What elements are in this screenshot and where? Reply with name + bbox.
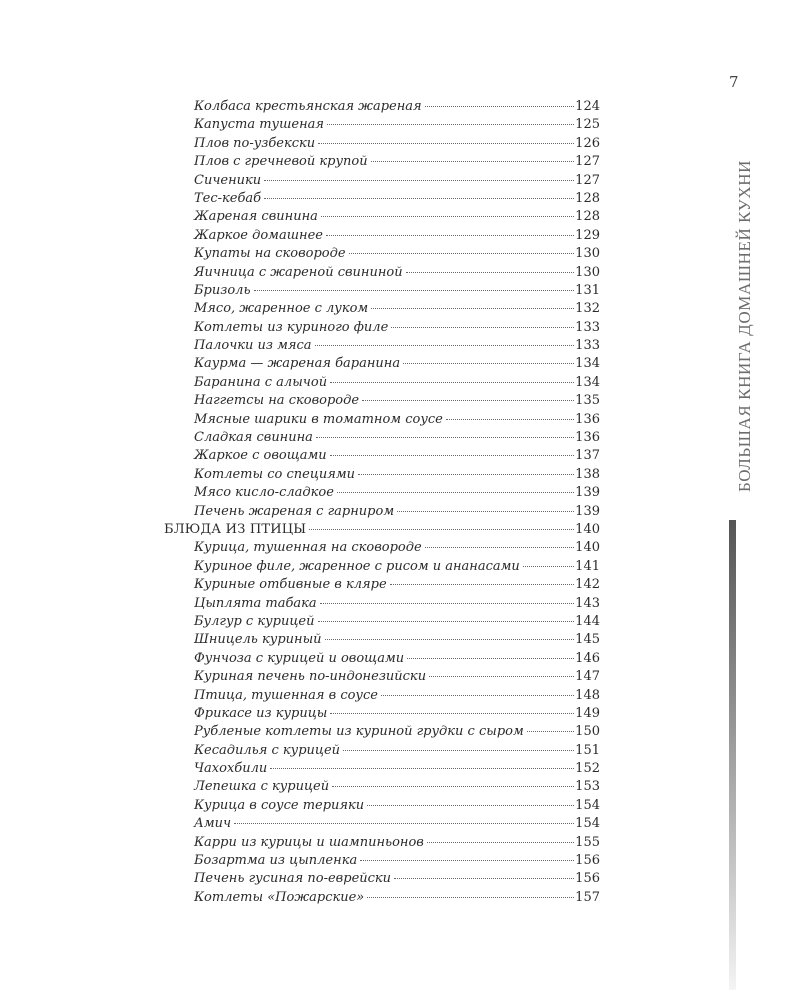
toc-entry-title: Котлеты из куриного филе bbox=[194, 319, 389, 335]
dot-leader bbox=[367, 883, 574, 898]
toc-entry-title: Баранина с алычой bbox=[194, 374, 328, 390]
toc-page-number: 139 bbox=[575, 503, 600, 519]
toc-page-number: 153 bbox=[575, 779, 600, 795]
toc-page-number: 128 bbox=[575, 190, 600, 206]
toc-entry-title: Булгур с курицей bbox=[194, 613, 315, 629]
toc-row bbox=[0, 702, 600, 720]
toc-section-title: БЛЮДА ИЗ ПТИЦЫ bbox=[164, 521, 307, 537]
toc-page-number: 130 bbox=[575, 264, 600, 280]
dot-leader bbox=[360, 846, 574, 861]
table-of-contents bbox=[0, 95, 800, 904]
toc-entry-title: Шницель куриный bbox=[194, 632, 322, 648]
toc-page-number: 129 bbox=[575, 227, 600, 243]
toc-entry-title: Рубленые котлеты из куриной грудки с сыром bbox=[194, 724, 524, 740]
toc-page-number: 157 bbox=[575, 889, 600, 905]
dot-leader bbox=[270, 754, 574, 769]
toc-entry-title: Яичница с жареной свининой bbox=[194, 264, 403, 280]
toc-entry-title: Плов с гречневой крупой bbox=[194, 154, 368, 170]
toc-page-number: 143 bbox=[575, 595, 600, 611]
toc-page-number: 141 bbox=[575, 558, 600, 574]
dot-leader bbox=[320, 589, 575, 604]
dot-leader bbox=[403, 349, 574, 364]
toc-page-number: 144 bbox=[575, 613, 600, 629]
toc-entry-title: Колбаса крестьянская жареная bbox=[194, 99, 422, 114]
toc-page-number: 134 bbox=[575, 356, 600, 372]
dot-leader bbox=[315, 331, 575, 346]
dot-leader bbox=[343, 736, 574, 751]
toc-entry-title: Тес-кебаб bbox=[194, 190, 262, 206]
toc-page-number: 128 bbox=[575, 209, 600, 225]
toc-entry-title: Бозартма из цыпленка bbox=[194, 853, 358, 869]
dot-leader bbox=[425, 92, 575, 107]
toc-entry-title: Печень жареная с гарниром bbox=[194, 503, 395, 519]
toc-entry-title: Фрикасе из курицы bbox=[194, 705, 328, 721]
toc-entry-title: Карри из курицы и шампиньонов bbox=[194, 834, 424, 850]
dot-leader bbox=[406, 258, 575, 273]
toc-page-number: 139 bbox=[575, 485, 600, 501]
toc-entry-title: Сиченики bbox=[194, 172, 262, 188]
toc-entry-title: Жаркое с овощами bbox=[194, 448, 327, 464]
toc-page-number: 136 bbox=[575, 430, 600, 446]
toc-page-number: 125 bbox=[575, 117, 600, 133]
toc-page-number: 124 bbox=[575, 99, 600, 114]
toc-row bbox=[0, 886, 600, 904]
toc-entry-title: Амич bbox=[194, 816, 232, 832]
dot-leader bbox=[523, 552, 574, 567]
toc-page-number: 134 bbox=[575, 374, 600, 390]
toc-entry-title: Кесадилья с курицей bbox=[194, 742, 341, 758]
toc-entry-title: Фунчоза с курицей и овощами bbox=[194, 650, 405, 666]
toc-page-number: 156 bbox=[575, 853, 600, 869]
dot-leader bbox=[327, 110, 574, 125]
dot-leader bbox=[318, 607, 575, 622]
toc-entry-title: Котлеты со специями bbox=[194, 466, 356, 482]
dot-leader bbox=[371, 147, 575, 162]
toc-entry-title: Мясо, жаренное с луком bbox=[194, 301, 369, 317]
dot-leader bbox=[425, 533, 575, 548]
toc-page-number: 146 bbox=[575, 650, 600, 666]
toc-page-number: 127 bbox=[575, 172, 600, 188]
toc-page-number: 151 bbox=[575, 742, 600, 758]
dot-leader bbox=[330, 441, 575, 456]
toc-entry-title: Птица, тушенная в соусе bbox=[194, 687, 378, 703]
dot-leader bbox=[371, 294, 574, 309]
toc-page-number: 127 bbox=[575, 154, 600, 170]
toc-row bbox=[0, 536, 600, 554]
toc-entry-title: Плов по-узбекски bbox=[194, 135, 316, 151]
toc-entry-title: Чахохбили bbox=[194, 761, 268, 777]
toc-page-number: 142 bbox=[575, 577, 600, 593]
dot-leader bbox=[527, 717, 574, 732]
toc-page-number: 126 bbox=[575, 135, 600, 151]
toc-page-number: 140 bbox=[575, 540, 600, 556]
toc-page-number: 148 bbox=[575, 687, 600, 703]
dot-leader bbox=[330, 699, 574, 714]
dot-leader bbox=[390, 570, 575, 585]
toc-page-number: 156 bbox=[575, 871, 600, 887]
dot-leader bbox=[397, 497, 574, 512]
dot-leader bbox=[429, 662, 574, 677]
toc-page-number: 130 bbox=[575, 246, 600, 262]
dot-leader bbox=[316, 423, 574, 438]
toc-page-number: 154 bbox=[575, 797, 600, 813]
toc-page-number: 147 bbox=[575, 669, 600, 685]
toc-page-number: 137 bbox=[575, 448, 600, 464]
toc-entry-title: Печень гусиная по-еврейски bbox=[194, 871, 392, 887]
toc-page-number: 145 bbox=[575, 632, 600, 648]
toc-page-number: 132 bbox=[575, 301, 600, 317]
toc-entry-title: Мясо кисло-сладкое bbox=[194, 485, 334, 501]
toc-page-number: 149 bbox=[575, 705, 600, 721]
toc-page-number: 131 bbox=[575, 282, 600, 298]
dot-leader bbox=[264, 166, 574, 181]
toc-page-number: 140 bbox=[575, 521, 600, 537]
dot-leader bbox=[407, 644, 574, 659]
toc-entry-title: Мясные шарики в томатном соусе bbox=[194, 411, 443, 427]
toc-entry-title: Капуста тушеная bbox=[194, 117, 325, 133]
toc-entry-title: Куриная печень по-индонезийски bbox=[194, 669, 427, 685]
toc-page-number: 154 bbox=[575, 816, 600, 832]
dot-leader bbox=[446, 405, 574, 420]
book-title-vertical: БОЛЬШАЯ КНИГА ДОМАШНЕЙ КУХНИ bbox=[735, 159, 754, 492]
page-number: 7 bbox=[729, 73, 739, 91]
dot-leader bbox=[391, 313, 574, 328]
toc-page-number: 138 bbox=[575, 466, 600, 482]
dot-leader bbox=[427, 828, 574, 843]
dot-leader bbox=[254, 276, 575, 291]
toc-entry-title: Курица в соусе терияки bbox=[194, 797, 365, 813]
dot-leader bbox=[394, 864, 574, 879]
dot-leader bbox=[367, 791, 574, 806]
dot-leader bbox=[318, 129, 574, 144]
toc-entry-title: Лепешка с курицей bbox=[194, 779, 330, 795]
toc-entry-title: Наггетсы на сковороде bbox=[194, 393, 360, 409]
toc-entry-title: Купаты на сковороде bbox=[194, 246, 346, 262]
toc-page-number: 155 bbox=[575, 834, 600, 850]
dot-leader bbox=[326, 221, 574, 236]
dot-leader bbox=[321, 202, 574, 217]
toc-entry-title: Котлеты «Пожарские» bbox=[194, 889, 365, 905]
dot-leader bbox=[325, 625, 575, 640]
dot-leader bbox=[332, 772, 574, 787]
dot-leader bbox=[362, 386, 574, 401]
toc-entry-title: Жаркое домашнее bbox=[194, 227, 323, 243]
dot-leader bbox=[358, 460, 574, 475]
toc-entry-title: Куриные отбивные в кляре bbox=[194, 577, 387, 593]
toc-page-number: 150 bbox=[575, 724, 600, 740]
toc-entry-title: Каурма — жареная баранина bbox=[194, 356, 401, 372]
toc-entry-title: Куриное филе, жаренное с рисом и ананасами bbox=[194, 558, 520, 574]
dot-leader bbox=[349, 239, 575, 254]
toc-entry-title: Жареная свинина bbox=[194, 209, 318, 225]
dot-leader bbox=[309, 515, 574, 530]
dot-leader bbox=[330, 368, 574, 383]
dot-leader bbox=[234, 809, 574, 824]
toc-entry-title: Цыплята табака bbox=[194, 595, 317, 611]
dot-leader bbox=[337, 478, 574, 493]
toc-entry-title: Курица, тушенная на сковороде bbox=[194, 540, 422, 556]
toc-entry-title: Палочки из мяса bbox=[194, 338, 312, 354]
toc-page-number: 136 bbox=[575, 411, 600, 427]
toc-page-number: 133 bbox=[575, 319, 600, 335]
toc-entry-title: Бризоль bbox=[194, 282, 251, 298]
dot-leader bbox=[264, 184, 574, 199]
dot-leader bbox=[381, 681, 574, 696]
toc-page-number: 152 bbox=[575, 761, 600, 777]
toc-page-number: 133 bbox=[575, 338, 600, 354]
toc-entry-title: Сладкая свинина bbox=[194, 430, 313, 446]
toc-page-number: 135 bbox=[575, 393, 600, 409]
